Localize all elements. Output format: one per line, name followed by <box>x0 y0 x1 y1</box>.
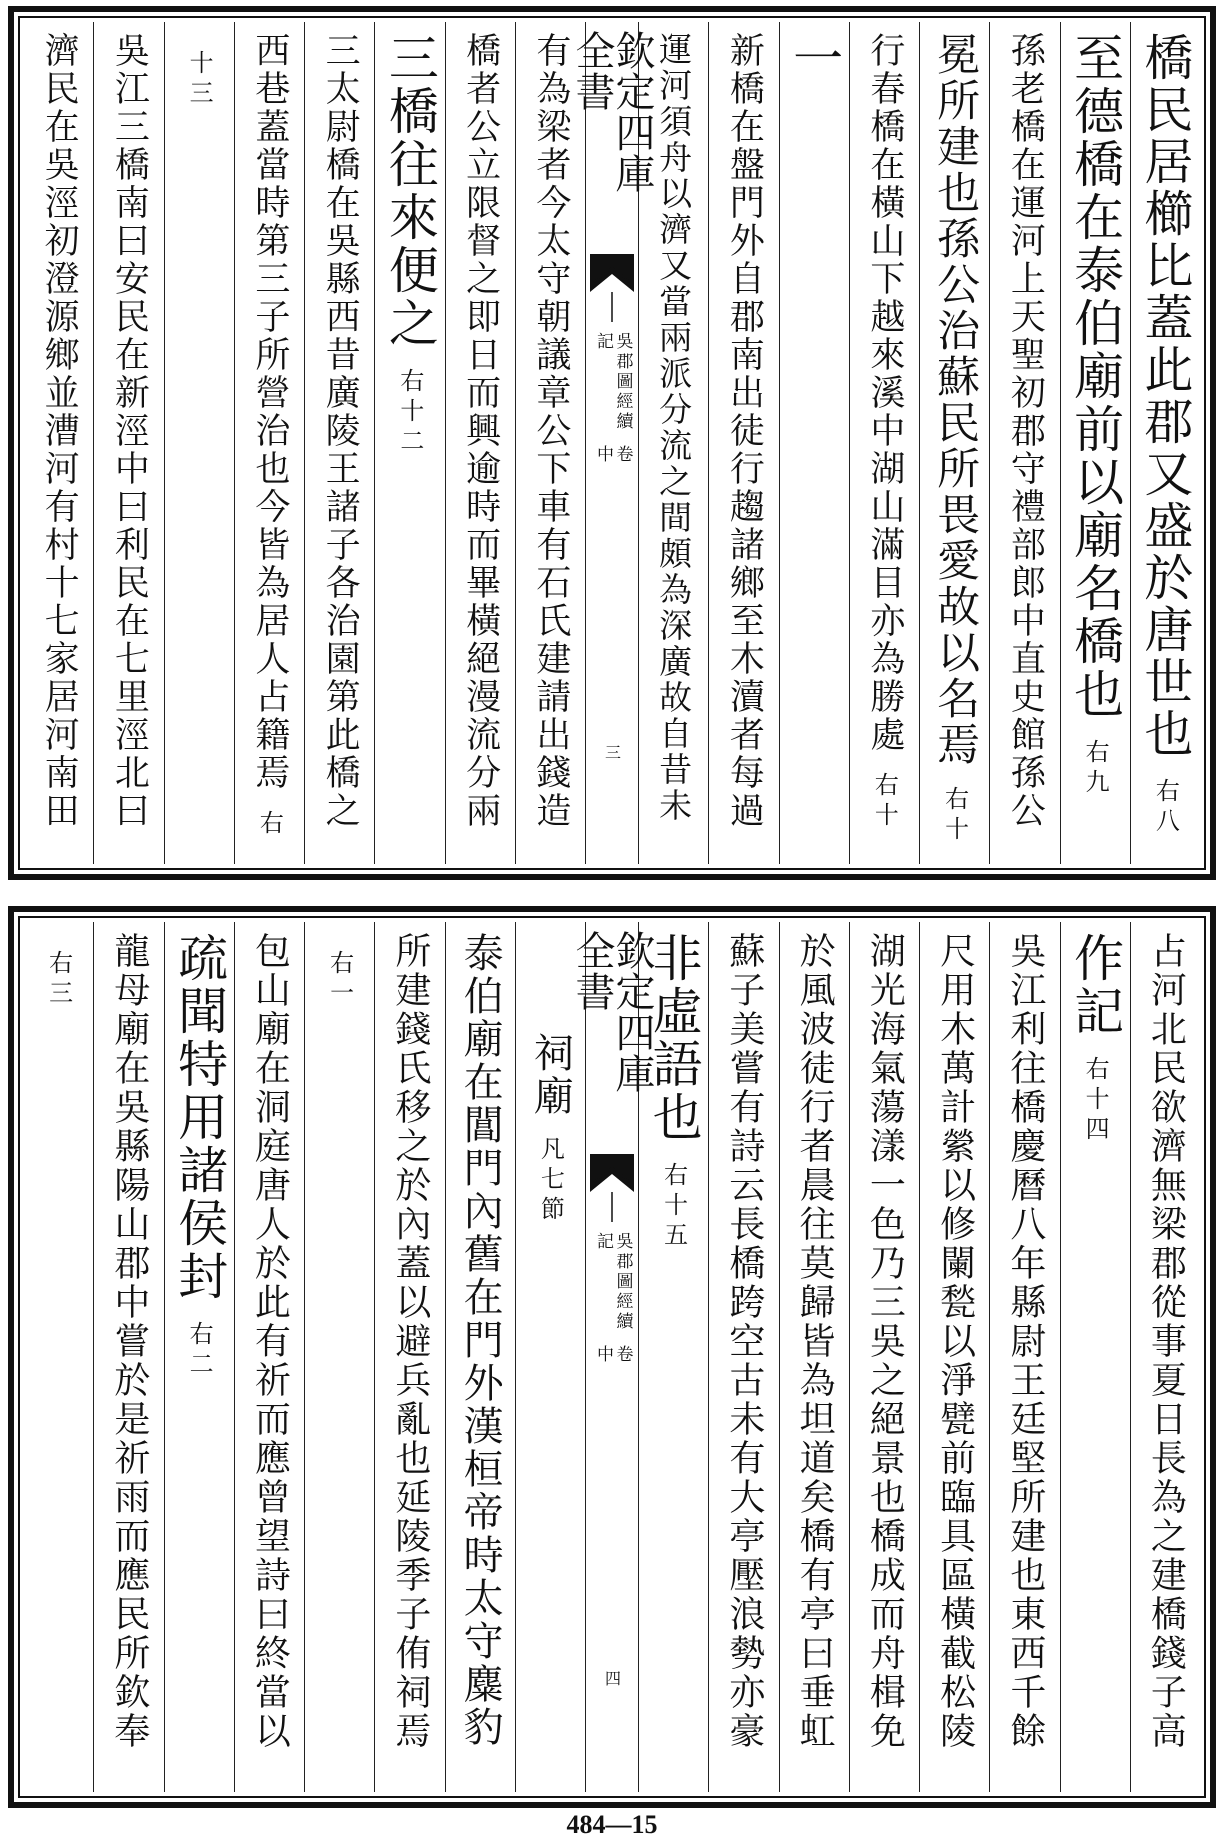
text-column: 泰伯廟在閶門內舊在門外漢桓帝時太守麋豹 <box>445 922 515 1792</box>
text-column: 包山廟在洞庭唐人於此有祈而應曾望詩曰終當以 <box>234 922 304 1792</box>
text-column: 蘇子美嘗有詩云長橋跨空古未有大亭壓浪勢亦豪 <box>708 922 778 1792</box>
text-column: 非虛語也 右十五 <box>638 922 708 1792</box>
text-column: 尺用木萬計縈以修闌甃以淨甓前臨具區橫截松陵 <box>919 922 989 1792</box>
center-margin-column <box>569 22 655 864</box>
text-column: 三太尉橋在吳縣西昔廣陵王諸子各治園第此橋之 <box>304 22 374 864</box>
text-column: 新橋在盤門外自郡南出徒行趨諸鄉至木瀆者每過 <box>708 22 778 864</box>
bottom-page-panel <box>8 906 1216 1808</box>
fish-tail-mark-icon <box>588 1152 636 1222</box>
bottom-page-columns <box>24 922 1200 1792</box>
text-column: 有為梁者今太守朝議章公下車有石氏建請出錢造 <box>515 22 585 864</box>
text-column: 龍母廟在吳縣陽山郡中嘗於是祈雨而應民所欽奉 <box>93 922 163 1792</box>
text-column: 至德橋在泰伯廟前以廟名橋也 右九 <box>1060 22 1130 864</box>
text-column: 十三 <box>164 22 234 864</box>
text-column: 三橋往來便之 右十二 <box>374 22 444 864</box>
text-column: 西巷蓋當時第三子所營治也今皆為居人占籍焉 右 <box>234 22 304 864</box>
book-title: 欽定四庫全書 <box>569 930 655 1094</box>
book-section-label: 吳郡圖經續記 卷中 <box>593 332 633 465</box>
text-column: 右一 <box>304 922 374 1792</box>
text-column: 湖光海氣蕩漾一色乃三吳之絕景也橋成而舟楫免 <box>849 922 919 1792</box>
folio-number: 三 <box>602 744 622 760</box>
text-column: 疏聞特用諸侯封 右二 <box>164 922 234 1792</box>
top-page-panel <box>8 6 1216 880</box>
text-column: 橋民居櫛比蓋此郡又盛於唐世也 右八 <box>1130 22 1200 864</box>
text-column: 占河北民欲濟無梁郡從事夏日長為之建橋錢子高 <box>1130 922 1200 1792</box>
text-column: 行春橋在橫山下越來溪中湖山滿目亦為勝處 右十 <box>849 22 919 864</box>
text-column: 吳江利往橋慶曆八年縣尉王廷堅所建也東西千餘 <box>989 922 1059 1792</box>
text-column: 吳江三橋南曰安民在新涇中曰利民在七里涇北曰 <box>93 22 163 864</box>
text-column: 冕所建也孫公治蘇民所畏愛故以名焉 右十 <box>919 22 989 864</box>
text-column: 濟民在吳涇初澄源鄉並漕河有村十七家居河南田 <box>39 32 80 830</box>
folio-number: 四 <box>602 1670 622 1686</box>
text-column: 於風波徒行者晨往莫歸皆為坦道矣橋有亭曰垂虹 <box>779 922 849 1792</box>
section-heading-column: 祠廟 凡七節 <box>515 922 585 1792</box>
text-column: 所建錢氏移之於內蓋以避兵亂也延陵季子侑祠焉 <box>374 922 444 1792</box>
text-column: 運河須舟以濟又當兩派分流之間頗為深廣故自昔未 <box>638 22 708 864</box>
book-section-label: 吳郡圖經續記 卷中 <box>593 1232 633 1365</box>
book-title: 欽定四庫全書 <box>569 30 655 194</box>
fish-tail-mark-icon <box>588 252 636 322</box>
text-column: 作記 右十四 <box>1060 922 1130 1792</box>
text-column: 右三 <box>44 950 73 1010</box>
top-page-columns <box>24 22 1200 864</box>
page-number: 484—15 <box>566 1810 658 1839</box>
text-column: 橋者公立限督之即日而興逾時而畢橫絕漫流分兩 <box>445 22 515 864</box>
text-column: 孫老橋在運河上天聖初郡守禮部郎中直史館孫公 <box>989 22 1059 864</box>
text-column: 一 <box>779 22 849 864</box>
center-margin-column <box>569 922 655 1792</box>
